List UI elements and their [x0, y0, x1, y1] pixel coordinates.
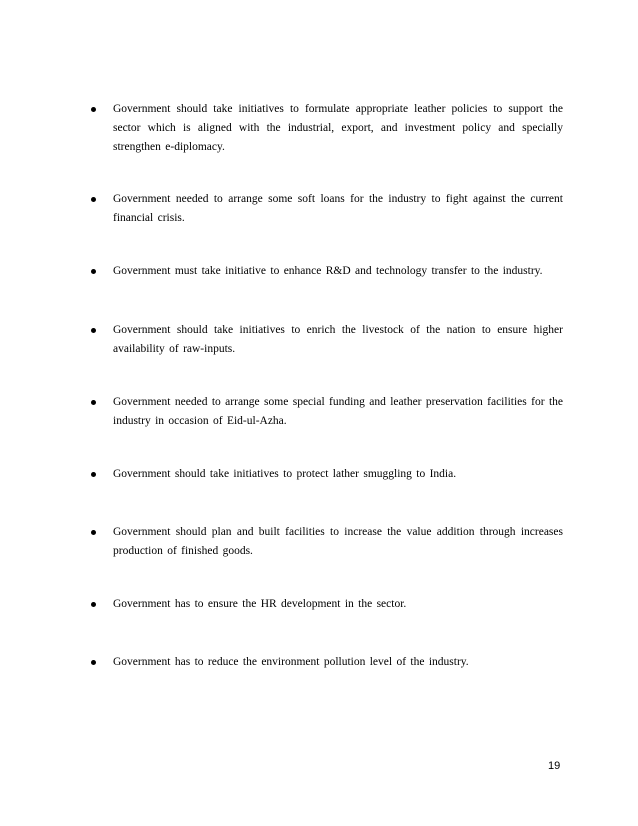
- bullet-icon: [91, 328, 96, 333]
- bullet-icon: [91, 472, 96, 477]
- list-item-text: Government needed to arrange some soft loans for the industry to fight against the current financial crisis.: [113, 193, 563, 224]
- bullet-icon: [91, 602, 96, 607]
- bullet-icon: [91, 197, 96, 202]
- bullet-icon: [91, 107, 96, 112]
- list-item-text: Government needed to arrange some special funding and leather preservation facilities for the industry in occasion of Eid-ul-Azha.: [113, 396, 563, 427]
- page-number: 19: [548, 760, 561, 772]
- list-item-text: Government should plan and built facilities to increase the value addition through increases production of finished goods.: [113, 526, 563, 557]
- list-item-text: Government has to ensure the HR development in the sector.: [113, 598, 407, 610]
- bullet-icon: [91, 660, 96, 665]
- list-item-text: Government should take initiatives to protect lather smuggling to India.: [113, 468, 457, 480]
- list-item-text: Government should take initiatives to formulate appropriate leather policies to support the sector which is aligned with the industrial, export, and investment policy and specially strengthen e-diplomacy.: [113, 103, 563, 153]
- list-item-text: Government has to reduce the environment pollution level of the industry.: [113, 656, 469, 668]
- bullet-icon: [91, 269, 96, 274]
- bullet-icon: [91, 400, 96, 405]
- bullet-icon: [91, 530, 96, 535]
- list-item-text: Government should take initiatives to enrich the livestock of the nation to ensure higher availability of raw-inputs.: [113, 324, 563, 355]
- list-item-text: Government must take initiative to enhance R&D and technology transfer to the industry.: [113, 265, 543, 277]
